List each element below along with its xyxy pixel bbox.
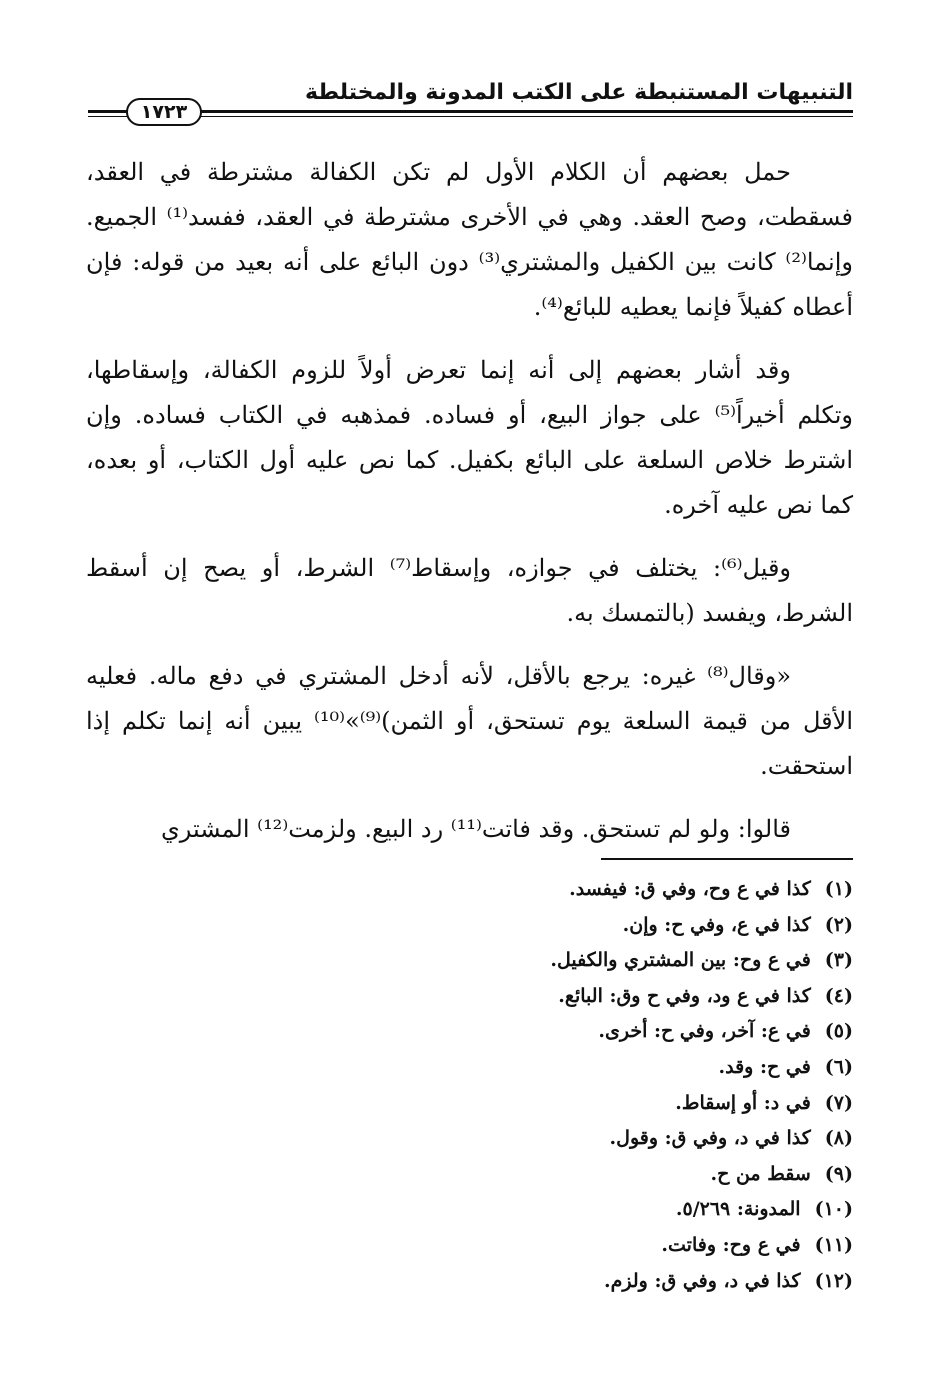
footnote-number: (٨) bbox=[824, 1127, 853, 1150]
header-rule-thick bbox=[88, 110, 853, 113]
page-header bbox=[88, 80, 853, 132]
footnote-text: كذا في ع ود، وفي ح وق: البائع. bbox=[558, 984, 811, 1007]
footnote-text: في د: أو إسقاط. bbox=[675, 1091, 811, 1114]
paragraph: قالوا: ولو لم تستحق. وقد فاتت⁽¹¹⁾ رد البيع. ولزمت⁽¹²⁾ المشتري bbox=[161, 815, 791, 843]
footnote bbox=[300, 943, 853, 979]
footnote-text: في ع: آخر، وفي ح: أخرى. bbox=[598, 1020, 811, 1043]
paragraph: وقد أشار بعضهم إلى أنه إنما تعرض أولاً للزوم الكفالة، وإسقاطها، وتكلم أخيراً⁽⁵⁾ على جواز البيع، أو فساده. فمذهبه في الكتاب فساده. وإن اشترط خلاص السلعة على البائع بكفيل. كما نص عليه أول الكتاب، أو بعده، كما نص عليه آخره. bbox=[86, 356, 853, 519]
footnote-number: (٣) bbox=[824, 949, 853, 972]
footnote-text: كذا في د، وفي ق: ولزم. bbox=[604, 1269, 801, 1292]
paragraph: حمل بعضهم أن الكلام الأول لم تكن الكفالة مشترطة في العقد، فسقطت، وصح العقد. وهي في الأخرى مشترطة في العقد، ففسد⁽¹⁾ الجميع. وإنما⁽²⁾ كانت بين الكفيل والمشتري⁽³⁾ دون البائع على أنه بعيد من قوله: فإن أعطاه كفيلاً فإنما يعطيه للبائع⁽⁴⁾. bbox=[86, 158, 853, 321]
footnote bbox=[300, 1121, 853, 1157]
footnote-number: (٥) bbox=[824, 1020, 853, 1043]
footnote bbox=[300, 1228, 853, 1264]
footnote bbox=[300, 1264, 853, 1300]
footnote-number: (٢) bbox=[824, 913, 853, 936]
paragraph: «وقال⁽⁸⁾ غيره: يرجع بالأقل، لأنه أدخل المشتري في دفع ماله. فعليه الأقل من قيمة السلعة يوم تستحق، أو الثمن)⁽⁹⁾»⁽¹⁰⁾ يبين أنه إنما تكلم إذا استحقت. bbox=[86, 662, 853, 780]
footnote-text: في ع وح: بين المشتري والكفيل. bbox=[550, 949, 811, 972]
footnote bbox=[300, 1050, 853, 1086]
footnote-text: في ح: وقد. bbox=[718, 1055, 811, 1078]
footnote-number: (١٢) bbox=[814, 1269, 853, 1292]
footnote bbox=[300, 1157, 853, 1193]
footnote-number: (١٠) bbox=[814, 1198, 853, 1221]
footnote-number: (٦) bbox=[824, 1055, 853, 1078]
header-rule-thin bbox=[88, 116, 853, 117]
footnote-text: كذا في د، وفي ق: وقول. bbox=[609, 1127, 811, 1150]
footnote-text: سقط من ح. bbox=[710, 1162, 811, 1185]
footnote-number: (٩) bbox=[824, 1162, 853, 1185]
running-title: التنبيهات المستنبطة على الكتب المدونة والمختلطة bbox=[304, 80, 853, 105]
main-text bbox=[86, 150, 853, 870]
footnote bbox=[300, 908, 853, 944]
footnotes-list bbox=[300, 872, 853, 1299]
page-number: ١٧٢٣ bbox=[126, 98, 202, 126]
footnote-text: في ع وح: وفاتت. bbox=[661, 1233, 801, 1256]
footnote-separator bbox=[601, 858, 853, 860]
footnote-number: (١١) bbox=[814, 1233, 853, 1256]
footnote-number: (١) bbox=[824, 878, 853, 900]
paragraph: وقيل⁽⁶⁾: يختلف في جوازه، وإسقاط⁽⁷⁾ الشرط، أو يصح إن أسقط الشرط، ويفسد (بالتمسك به. bbox=[86, 554, 853, 627]
footnote-text: كذا في ع وح، وفي ق: فيفسد. bbox=[569, 878, 811, 900]
footnote bbox=[300, 1086, 853, 1122]
footnote bbox=[300, 1192, 853, 1228]
footnote-text: المدونة: ٥/٢٦٩. bbox=[675, 1198, 801, 1221]
footnote bbox=[300, 1014, 853, 1050]
footnote bbox=[300, 979, 853, 1015]
footnote bbox=[300, 872, 853, 908]
footnote-text: كذا في ع، وفي ح: وإن. bbox=[622, 913, 811, 936]
footnote-number: (٤) bbox=[824, 984, 853, 1007]
footnote-number: (٧) bbox=[824, 1091, 853, 1114]
